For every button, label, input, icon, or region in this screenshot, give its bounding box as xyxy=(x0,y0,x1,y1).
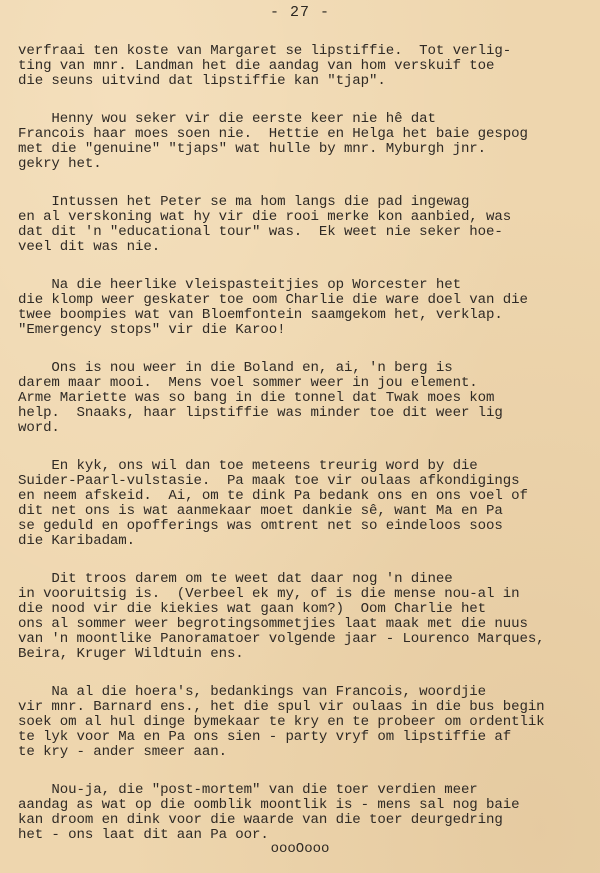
text-line: Suider-Paarl-vulstasie. Pa maak toe vir oulaas afkondigings xyxy=(18,473,520,489)
paragraph xyxy=(18,572,588,662)
text-line: Beira, Kruger Wildtuin ens. xyxy=(18,646,244,662)
text-line: help. Snaaks, haar lipstiffie was minder toe dit weer lig xyxy=(18,405,503,421)
text-line: twee boompies wat van Bloemfontein saamgekom het, verklap. xyxy=(18,307,503,323)
text-line: gekry het. xyxy=(18,156,102,172)
text-line: "Emergency stops" vir die Karoo! xyxy=(18,322,286,338)
text-line: te lyk voor Ma en Pa ons sien - party vryf om lipstiffie af xyxy=(18,729,512,745)
text-line: Henny wou seker vir die eerste keer nie hê dat xyxy=(18,111,436,127)
paragraph xyxy=(18,112,588,172)
text-line: veel dit was nie. xyxy=(18,239,161,255)
paragraph xyxy=(18,361,588,436)
text-line: het - ons laat dit aan Pa oor. xyxy=(18,827,269,843)
paragraph xyxy=(18,44,588,89)
paragraph xyxy=(18,459,588,549)
text-line: Francois haar moes soen nie. Hettie en Helga het baie gespog xyxy=(18,126,528,142)
text-line: En kyk, ons wil dan toe meteens treurig word by die xyxy=(18,458,478,474)
text-line: dit net ons is wat aanmekaar moet dankie sê, want Ma en Pa xyxy=(18,503,503,519)
text-line: die seuns uitvind dat lipstiffie kan "tjap". xyxy=(18,73,386,89)
text-line: en al verskoning wat hy vir die rooi merke kon aanbied, was xyxy=(18,209,512,225)
text-line: soek om al hul dinge bymekaar te kry en te probeer om ordentlik xyxy=(18,714,545,730)
text-line: die Karibadam. xyxy=(18,533,136,549)
page-number: - 27 - xyxy=(269,4,330,21)
text-line: dat dit 'n "educational tour" was. Ek weet nie seker hoe- xyxy=(18,224,503,240)
text-line: aandag as wat op die oomblik moontlik is - mens sal nog baie xyxy=(18,797,520,813)
text-line: van 'n moontlike Panoramatoer volgende jaar - Lourenco Marques, xyxy=(18,631,545,647)
text-line: met die "genuine" "tjaps" wat hulle by mnr. Myburgh jnr. xyxy=(18,141,487,157)
text-line: die klomp weer geskater toe oom Charlie die ware doel van die xyxy=(18,292,528,308)
paragraph xyxy=(18,685,588,760)
text-line: darem maar mooi. Mens voel sommer weer in jou element. xyxy=(18,375,478,391)
text-line: Na die heerlike vleispasteitjies op Worcester het xyxy=(18,277,461,293)
text-line: word. xyxy=(18,420,60,436)
text-line: verfraai ten koste van Margaret se lipstiffie. Tot verlig- xyxy=(18,43,512,59)
text-line: ting van mnr. Landman het die aandag van hom verskuif toe xyxy=(18,58,495,74)
paragraph xyxy=(18,783,588,843)
text-line: te kry - ander smeer aan. xyxy=(18,744,227,760)
text-line: Intussen het Peter se ma hom langs die pad ingewag xyxy=(18,194,470,210)
body-text xyxy=(18,44,588,866)
text-line: kan droom en dink voor die waarde van die toer deurgedring xyxy=(18,812,503,828)
text-line: in vooruitsig is. (Verbeel ek my, of is die mense nou-al in xyxy=(18,586,520,602)
text-line: die nood vir die kiekies wat gaan kom?) Oom Charlie het xyxy=(18,601,487,617)
text-line: Na al die hoera's, bedankings van Francois, woordjie xyxy=(18,684,487,700)
text-line: se geduld en opofferings was omtrent net so eindeloos soos xyxy=(18,518,503,534)
text-line: Nou-ja, die "post-mortem" van die toer verdien meer xyxy=(18,782,478,798)
text-line: Arme Mariette was so bang in die tonnel dat Twak moes kom xyxy=(18,390,495,406)
text-line: ons al sommer weer begrotingsommetjies laat maak met die nuus xyxy=(18,616,528,632)
paragraph xyxy=(18,195,588,255)
text-line: en neem afskeid. Ai, om te dink Pa bedank ons en ons voel of xyxy=(18,488,528,504)
closing-mark: oooOooo xyxy=(270,841,330,857)
text-line: Dit troos darem om te weet dat daar nog 'n dinee xyxy=(18,571,453,587)
text-line: vir mnr. Barnard ens., het die spul vir oulaas in die bus begin xyxy=(18,699,545,715)
paragraph xyxy=(18,278,588,338)
text-line: Ons is nou weer in die Boland en, ai, 'n berg is xyxy=(18,360,453,376)
